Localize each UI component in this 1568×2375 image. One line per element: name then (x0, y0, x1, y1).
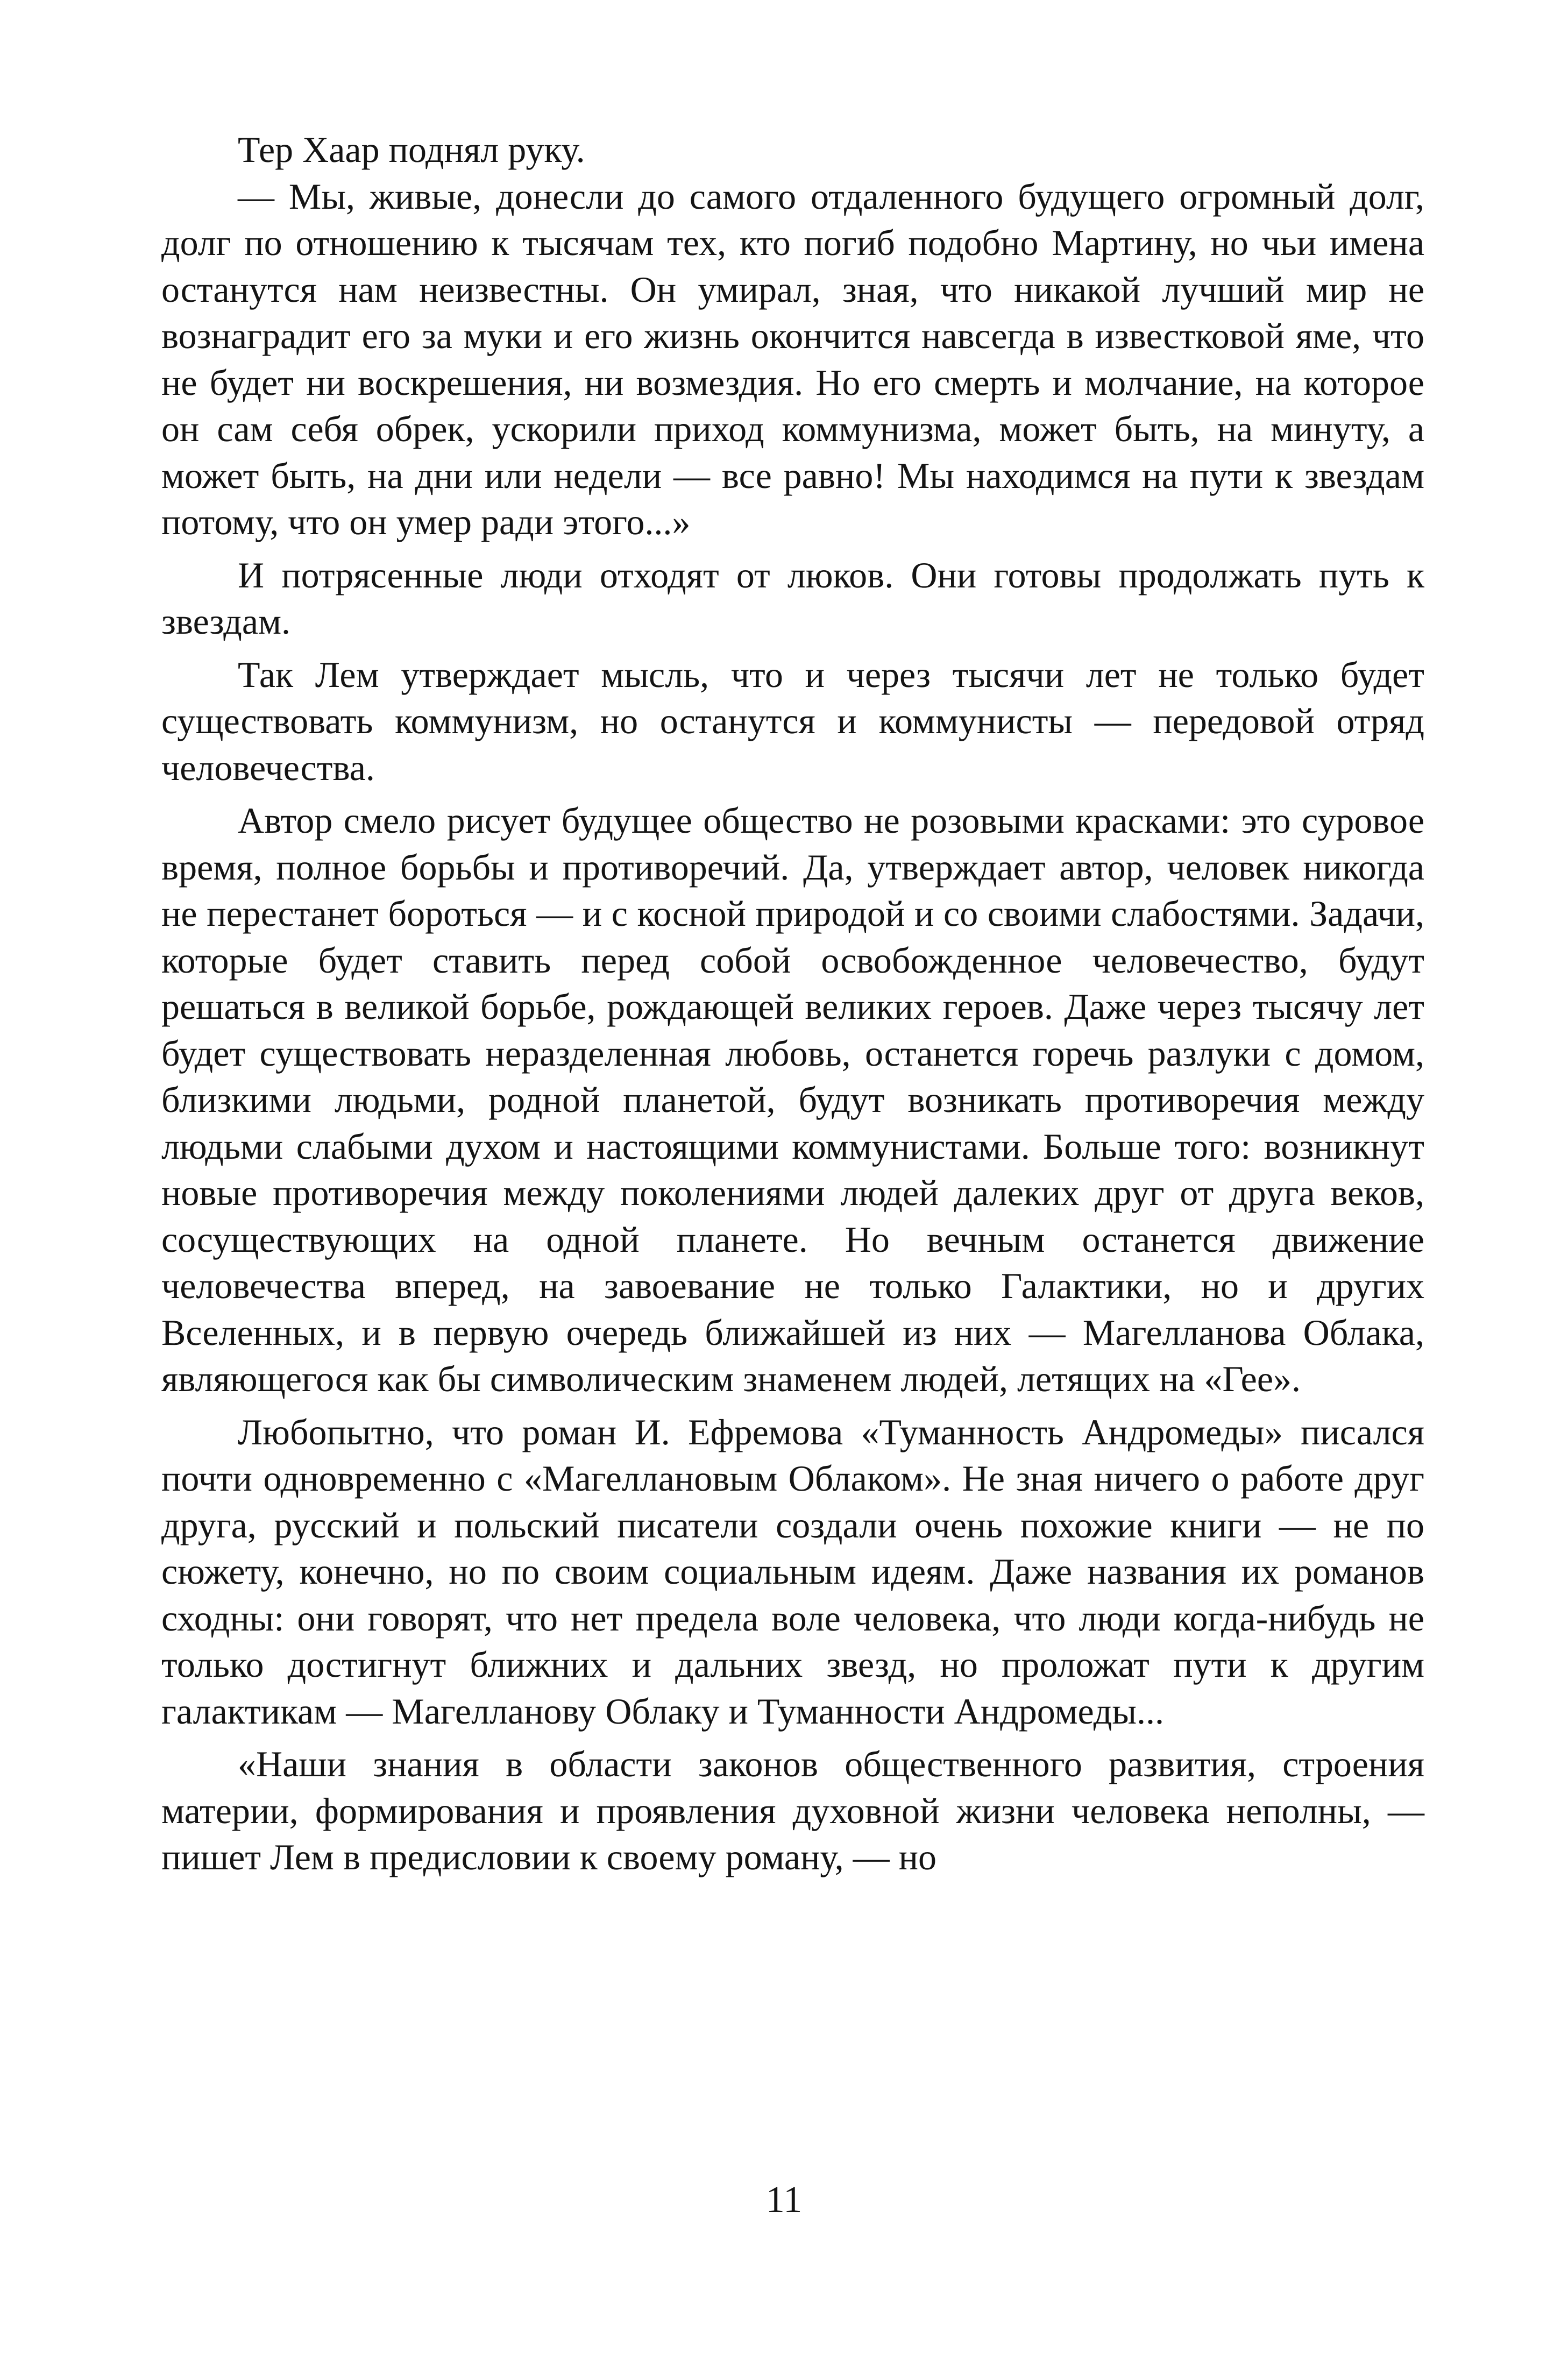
body-text (161, 126, 1424, 1887)
paragraph-4: Так Лем утверждает мысль, что и через тысячи лет не только будет существовать коммунизм, но останутся и коммунисты — передовой отряд человечества. (161, 654, 1424, 788)
paragraph-6: Любопытно, что роман И. Ефремова «Туманность Андромеды» писался почти одновременно с «Магеллановым Облаком». Не зная ничего о работе друг друга, русский и польский писатели создали очень похожие книги — не по сюжету, конечно, но по своим социальным идеям. Даже названия их романов сходны: они говорят, что нет предела воле человека, что люди когда-нибудь не только достигнут ближних и дальних звезд, но проложат пути к другим галактикам — Магелланову Облаку и Туманности Андромеды... (161, 1411, 1424, 1732)
paragraph-3: И потрясенные люди отходят от люков. Они готовы продолжать путь к звездам. (161, 554, 1424, 642)
paragraph-2: — Мы, живые, донесли до самого отдаленного будущего огромный долг, долг по отношению к тысячам тех, кто погиб подобно Мартину, но чьи имена останутся нам неизвестны. Он умирал, зная, что никакой лучший мир не вознаградит его за муки и его жизнь окончится навсегда в известковой яме, что не будет ни воскрешения, ни возмездия. Но его смерть и молчание, на которое он сам себя обрек, ускорили приход коммунизма, может быть, на минуту, а может быть, на дни или недели — все равно! Мы находимся на пути к звездам потому, что он умер ради этого...» (161, 175, 1424, 542)
page-number: 11 (765, 2179, 803, 2221)
paragraph-1: Тер Хаар поднял руку. (238, 129, 585, 170)
paragraph-5: Автор смело рисует будущее общество не розовыми красками: это суровое время, полное борьбы и противоречий. Да, утверждает автор, человек никогда не перестанет бороться — и с косной природой и со своими слабостями. Задачи, которые будет ставить перед собой освобожденное человечество, будут решаться в великой борьбе, рождающей великих героев. Даже через тысячу лет будет существовать неразделенная любовь, останется горечь разлуки с домом, близкими людьми, родной планетой, будут возникать противоречия между людьми слабыми духом и настоящими коммунистами. Больше того: возникнут новые противоречия между поколениями людей далеких друг от друга веков, сосуществующих на одной планете. Но вечным останется движение человечества вперед, на завоевание не только Галактики, но и других Вселенных, и в первую очередь ближайшей из них — Магелланова Облака, являющегося как бы символическим знаменем людей, летящих на «Гее». (161, 800, 1424, 1399)
paragraph-7: «Наши знания в области законов общественного развития, строения материи, формирования и проявления духовной жизни человека неполны, — пишет Лем в предисловии к своему роману, — но (161, 1743, 1424, 1877)
